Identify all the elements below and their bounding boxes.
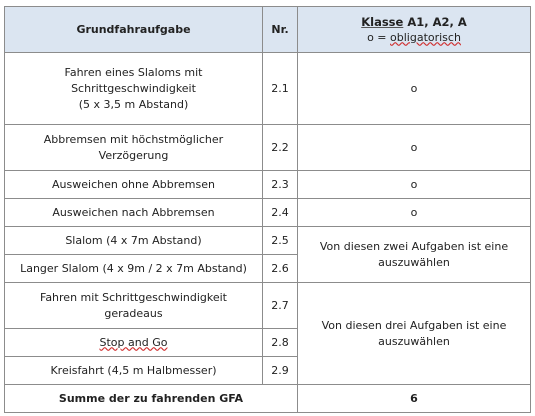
header-nr: Nr. (263, 7, 298, 53)
table-row (5, 171, 531, 199)
summary-value: 6 (298, 385, 531, 413)
summary-row (5, 385, 531, 413)
header-task: Grundfahraufgabe (5, 7, 263, 53)
header-class-subtitle: o = obligatorisch (367, 30, 461, 44)
summary-label: Summe der zu fahrenden GFA (5, 385, 298, 413)
table-row (5, 199, 531, 227)
task-cell: Langer Slalom (4 x 9m / 2 x 7m Abstand) (5, 255, 263, 283)
table-row (5, 227, 531, 255)
class-cell: o (298, 171, 531, 199)
nr-cell: 2.9 (263, 357, 298, 385)
task-cell: Kreisfahrt (4,5 m Halbmesser) (5, 357, 263, 385)
nr-cell: 2.4 (263, 199, 298, 227)
task-cell: Fahren eines Slaloms mit Schrittgeschwindigkeit (5 x 3,5 m Abstand) (5, 53, 263, 125)
class-cell: o (298, 125, 531, 171)
header-class (298, 7, 531, 53)
nr-cell: 2.3 (263, 171, 298, 199)
table-row (5, 53, 531, 125)
class-cell-group-two: Von diesen zwei Aufgaben ist eine auszuwählen (298, 227, 531, 283)
nr-cell: 2.8 (263, 329, 298, 357)
task-cell: Stop and Go (5, 329, 263, 357)
class-cell: o (298, 199, 531, 227)
task-cell: Abbremsen mit höchstmöglicher Verzögerung (5, 125, 263, 171)
nr-cell: 2.1 (263, 53, 298, 125)
table-row (5, 283, 531, 329)
nr-cell: 2.6 (263, 255, 298, 283)
task-cell: Slalom (4 x 7m Abstand) (5, 227, 263, 255)
task-cell: Ausweichen nach Abbremsen (5, 199, 263, 227)
nr-cell: 2.2 (263, 125, 298, 171)
task-cell: Ausweichen ohne Abbremsen (5, 171, 263, 199)
header-class-title: Klasse A1, A2, A (361, 14, 467, 29)
task-cell: Fahren mit Schrittgeschwindigkeit geradeaus (5, 283, 263, 329)
header-row (5, 7, 531, 53)
class-cell: o (298, 53, 531, 125)
class-cell-group-three: Von diesen drei Aufgaben ist eine auszuwählen (298, 283, 531, 385)
driving-tasks-table (4, 6, 531, 413)
table-row (5, 125, 531, 171)
nr-cell: 2.7 (263, 283, 298, 329)
nr-cell: 2.5 (263, 227, 298, 255)
